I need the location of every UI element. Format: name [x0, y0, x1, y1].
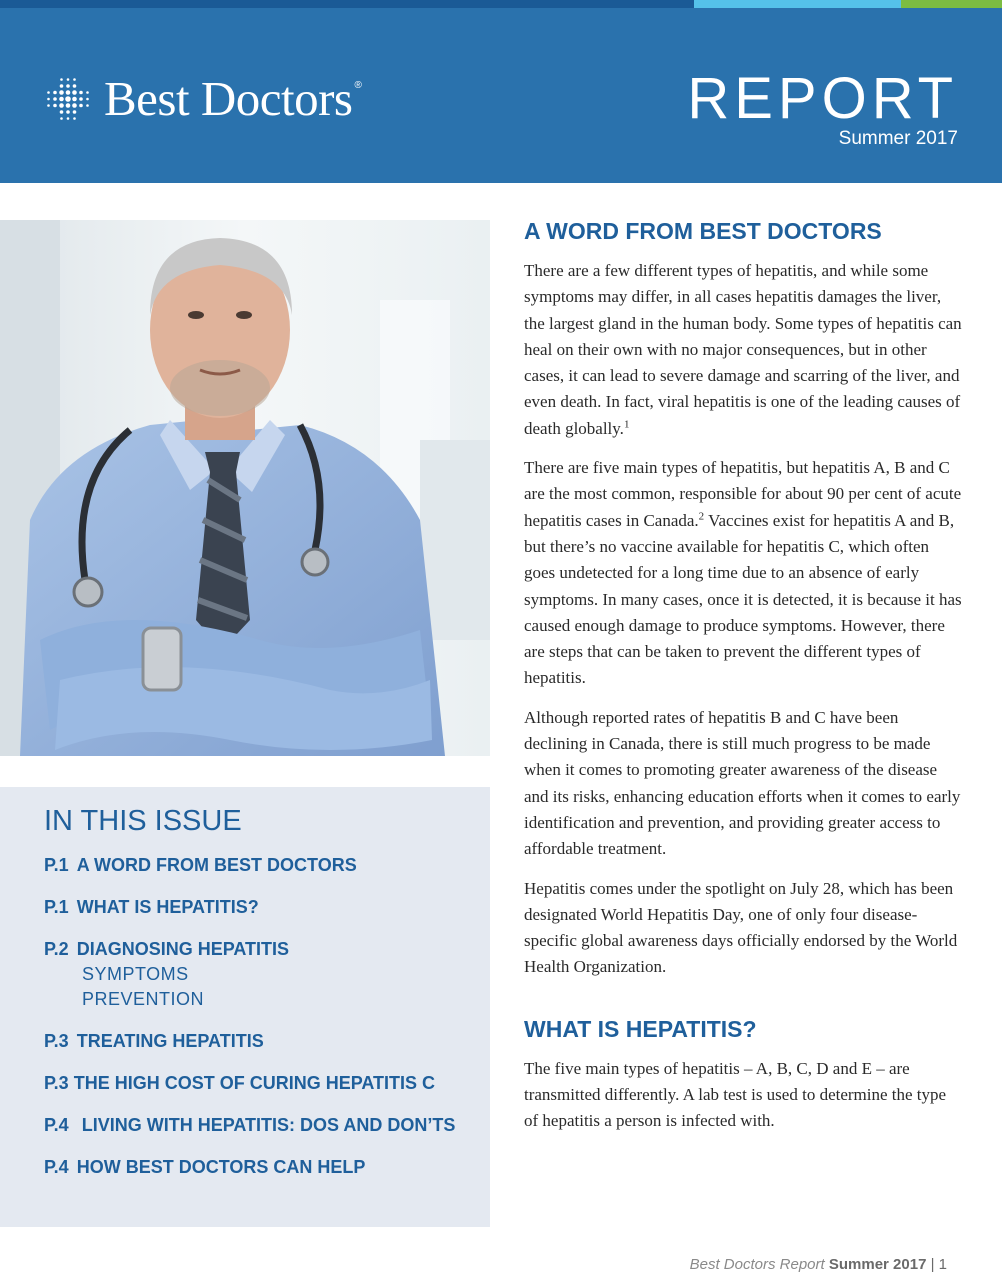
- toc-item[interactable]: [44, 895, 474, 920]
- toc-item[interactable]: [44, 937, 474, 1012]
- toc-page-number: P.3: [44, 1031, 69, 1051]
- report-header: [0, 8, 1002, 183]
- section-heading-what-is-hepatitis: WHAT IS HEPATITIS?: [524, 1015, 757, 1042]
- toc-page-number: P.4: [44, 1115, 69, 1135]
- toc-page-number: P.4: [44, 1157, 69, 1177]
- toc-item[interactable]: [44, 1155, 474, 1180]
- toc-item[interactable]: [44, 1029, 474, 1054]
- footer-separator: |: [926, 1256, 939, 1273]
- toc-item[interactable]: [44, 1113, 474, 1138]
- toc-page-number: P.1: [44, 855, 69, 875]
- brand-logo: [44, 71, 362, 126]
- in-this-issue-title: IN THIS ISSUE: [44, 805, 242, 837]
- toc-item[interactable]: [44, 853, 474, 878]
- report-edition: Summer 2017: [838, 128, 958, 149]
- toc-page-number: P.2: [44, 939, 69, 959]
- article-paragraph: There are five main types of hepatitis, but hepatitis A, B and C are the most common, responsible for about 90 per cent of acute hepatitis cases in Canada.$^2$ Vaccines exist for hepatitis A and B, but there’s no vaccine available for hepatitis C, which often goes undetected for a long time due to an absence of early symptoms. In many cases, once it is detected, it is because it has caused enough damage to produce symptoms. However, there are steps that can be taken to prevent the different types of hepatitis.: [524, 458, 962, 688]
- toc-item[interactable]: [44, 1071, 474, 1096]
- footer-page-number: 1: [938, 1256, 947, 1273]
- stripe-green: [901, 0, 1002, 8]
- toc-item-title: A WORD FROM BEST DOCTORS: [76, 855, 357, 875]
- doctor-photo: [0, 220, 490, 756]
- article-paragraph: There are a few different types of hepatitis, and while some symptoms may differ, in all cases hepatitis damages the liver, the largest gland in the human body. Some types of hepatitis can heal on their own with no major consequences, but in other cases, it can lead to severe damage and scarring of the liver, and even death. In fact, viral hepatitis is one of the leading causes of death globally.$^1$: [524, 261, 962, 438]
- toc-item-title: TREATING HEPATITIS: [76, 1031, 264, 1051]
- report-title: REPORT: [687, 66, 958, 131]
- stripe-light-blue: [694, 0, 901, 8]
- page-footer: [690, 1256, 947, 1273]
- registered-mark: ®: [354, 80, 362, 91]
- article-column: [524, 214, 964, 1148]
- section-heading-word-from-best-doctors: A WORD FROM BEST DOCTORS: [524, 218, 882, 244]
- toc-subitem: SYMPTOMS: [82, 964, 189, 984]
- best-doctors-dot-cross-icon: [44, 75, 92, 123]
- toc-item-title: WHAT IS HEPATITIS?: [76, 897, 259, 917]
- footer-edition: Summer 2017: [828, 1256, 927, 1273]
- toc-item-title: LIVING WITH HEPATITIS: DOS AND DON’TS: [81, 1115, 456, 1135]
- top-color-stripe: [0, 0, 1002, 8]
- article-paragraph: The five main types of hepatitis – A, B, C, D and E – are transmitted differently. A lab test is used to determine the type of hepatitis a person is infected with.: [524, 1058, 947, 1131]
- toc-page-number: P.1: [44, 897, 69, 917]
- article-paragraph: Although reported rates of hepatitis B and C have been declining in Canada, there is still much progress to be made when it comes to promoting greater awareness of the disease and its risks, enhancing education efforts when it comes to early identification and prevention, and providing greater access to affordable treatment.: [524, 707, 961, 859]
- stripe-dark-blue: [0, 0, 694, 8]
- in-this-issue-panel: [0, 787, 490, 1227]
- doctor-illustration: [0, 220, 490, 756]
- footnote-marker: 2: [698, 510, 705, 523]
- toc-page-number: P.3: [44, 1073, 69, 1093]
- toc-item-title: THE HIGH COST OF CURING HEPATITIS C: [73, 1073, 436, 1093]
- footer-publication: Best Doctors Report: [689, 1256, 825, 1273]
- table-of-contents: [44, 853, 474, 1197]
- brand-name: Best Doctors: [104, 71, 353, 126]
- footnote-marker: 1: [623, 418, 630, 431]
- toc-item-title: HOW BEST DOCTORS CAN HELP: [76, 1157, 366, 1177]
- toc-item-title: DIAGNOSING HEPATITIS: [76, 939, 290, 959]
- toc-subitem: PREVENTION: [82, 989, 205, 1009]
- article-paragraph: Hepatitis comes under the spotlight on July 28, which has been designated World Hepatitis Day, one of only four disease-specific global awareness days officially endorsed by the World Health Organization.: [524, 878, 958, 977]
